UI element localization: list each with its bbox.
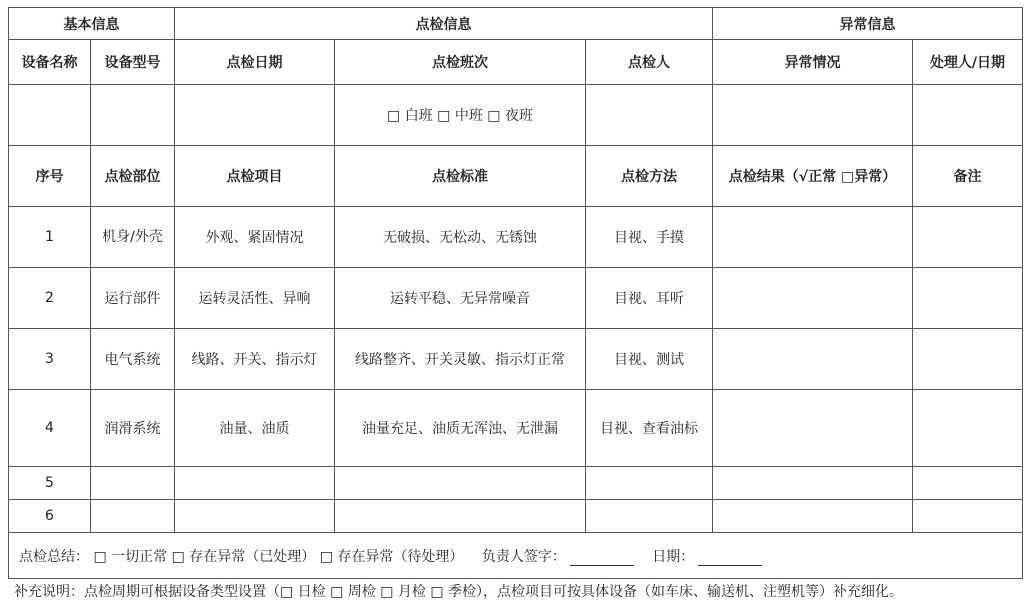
- row-item: 外观、紧固情况: [175, 207, 335, 268]
- date-label: 日期：: [652, 548, 695, 565]
- inspect-date-field[interactable]: [175, 85, 335, 146]
- device-model-field[interactable]: [91, 85, 175, 146]
- inspector-field[interactable]: [586, 85, 713, 146]
- signature-label: 负责人签字：: [481, 548, 566, 565]
- row-result-field[interactable]: [713, 329, 913, 390]
- table-row: [9, 500, 1023, 533]
- footnote: 补充说明：点检周期可根据设备类型设置（□ 日检 □ 周检 □ 月检 □ 季检），点检项目可按具体设备（如车床、输送机、注塑机等）补充细化。: [14, 584, 904, 600]
- row-result-field[interactable]: [713, 268, 913, 329]
- col-handler-date: 处理人/日期: [913, 40, 1023, 85]
- row-result-field[interactable]: [713, 390, 913, 467]
- col-inspect-shift: 点检班次: [335, 40, 586, 85]
- row-no: 6: [9, 500, 91, 533]
- row-result-field[interactable]: [713, 467, 913, 500]
- col-part: 点检部位: [91, 146, 175, 207]
- col-standard: 点检标准: [335, 146, 586, 207]
- row-remark-field[interactable]: [913, 268, 1023, 329]
- col-method: 点检方法: [586, 146, 713, 207]
- col-item: 点检项目: [175, 146, 335, 207]
- summary-cell: [9, 533, 1023, 579]
- row-remark-field[interactable]: [913, 329, 1023, 390]
- row-remark-field[interactable]: [913, 467, 1023, 500]
- row-item: 线路、开关、指示灯: [175, 329, 335, 390]
- row-standard-field[interactable]: [335, 500, 586, 533]
- row-standard: 油量充足、油质无浑浊、无泄漏: [335, 390, 586, 467]
- row-standard: 无破损、无松动、无锈蚀: [335, 207, 586, 268]
- row-remark-field[interactable]: [913, 207, 1023, 268]
- summary-options[interactable]: □ 一切正常 □ 存在异常（已处理） □ 存在异常（待处理）: [93, 548, 464, 565]
- table-row: [9, 329, 1023, 390]
- row-standard: 运转平稳、无异常噪音: [335, 268, 586, 329]
- section-inspection-info: 点检信息: [175, 8, 713, 40]
- summary-label: 点检总结：: [19, 548, 89, 565]
- row-method: 目视、手摸: [586, 207, 713, 268]
- table-row: [9, 207, 1023, 268]
- row-item-field[interactable]: [175, 467, 335, 500]
- row-no: 1: [9, 207, 91, 268]
- col-abnormal-status: 异常情况: [713, 40, 913, 85]
- row-part-field[interactable]: [91, 500, 175, 533]
- col-inspector: 点检人: [586, 40, 713, 85]
- row-method-field[interactable]: [586, 500, 713, 533]
- handler-date-field[interactable]: [913, 85, 1023, 146]
- row-remark-field[interactable]: [913, 500, 1023, 533]
- row-no: 3: [9, 329, 91, 390]
- table-row: [9, 390, 1023, 467]
- row-standard-field[interactable]: [335, 467, 586, 500]
- row-method: 目视、测试: [586, 329, 713, 390]
- row-item: 运转灵活性、异响: [175, 268, 335, 329]
- device-name-field[interactable]: [9, 85, 91, 146]
- row-part-field[interactable]: [91, 467, 175, 500]
- summary-row: [9, 533, 1023, 579]
- row-method-field[interactable]: [586, 467, 713, 500]
- row-part: 电气系统: [91, 329, 175, 390]
- item-header-row: [9, 146, 1023, 207]
- info-header-row: [9, 40, 1023, 85]
- row-part: 运行部件: [91, 268, 175, 329]
- col-inspect-date: 点检日期: [175, 40, 335, 85]
- row-method: 目视、查看油标: [586, 390, 713, 467]
- date-field[interactable]: [698, 551, 762, 566]
- section-basic-info: 基本信息: [9, 8, 175, 40]
- row-remark-field[interactable]: [913, 390, 1023, 467]
- row-no: 5: [9, 467, 91, 500]
- info-input-row: [9, 85, 1023, 146]
- row-item: 油量、油质: [175, 390, 335, 467]
- section-header-row: [9, 8, 1023, 40]
- row-part: 机身/外壳: [91, 207, 175, 268]
- row-result-field[interactable]: [713, 207, 913, 268]
- shift-options[interactable]: □ 白班 □ 中班 □ 夜班: [335, 85, 586, 146]
- col-remark: 备注: [913, 146, 1023, 207]
- row-result-field[interactable]: [713, 500, 913, 533]
- row-no: 4: [9, 390, 91, 467]
- col-device-name: 设备名称: [9, 40, 91, 85]
- abnormal-status-field[interactable]: [713, 85, 913, 146]
- col-no: 序号: [9, 146, 91, 207]
- col-device-model: 设备型号: [91, 40, 175, 85]
- table-row: [9, 467, 1023, 500]
- section-abnormal-info: 异常信息: [713, 8, 1023, 40]
- row-standard: 线路整齐、开关灵敏、指示灯正常: [335, 329, 586, 390]
- row-item-field[interactable]: [175, 500, 335, 533]
- col-result: 点检结果（√正常 □异常）: [713, 146, 913, 207]
- inspection-form-table: [8, 7, 1023, 579]
- table-row: [9, 268, 1023, 329]
- row-no: 2: [9, 268, 91, 329]
- row-part: 润滑系统: [91, 390, 175, 467]
- row-method: 目视、耳听: [586, 268, 713, 329]
- signature-field[interactable]: [570, 551, 634, 566]
